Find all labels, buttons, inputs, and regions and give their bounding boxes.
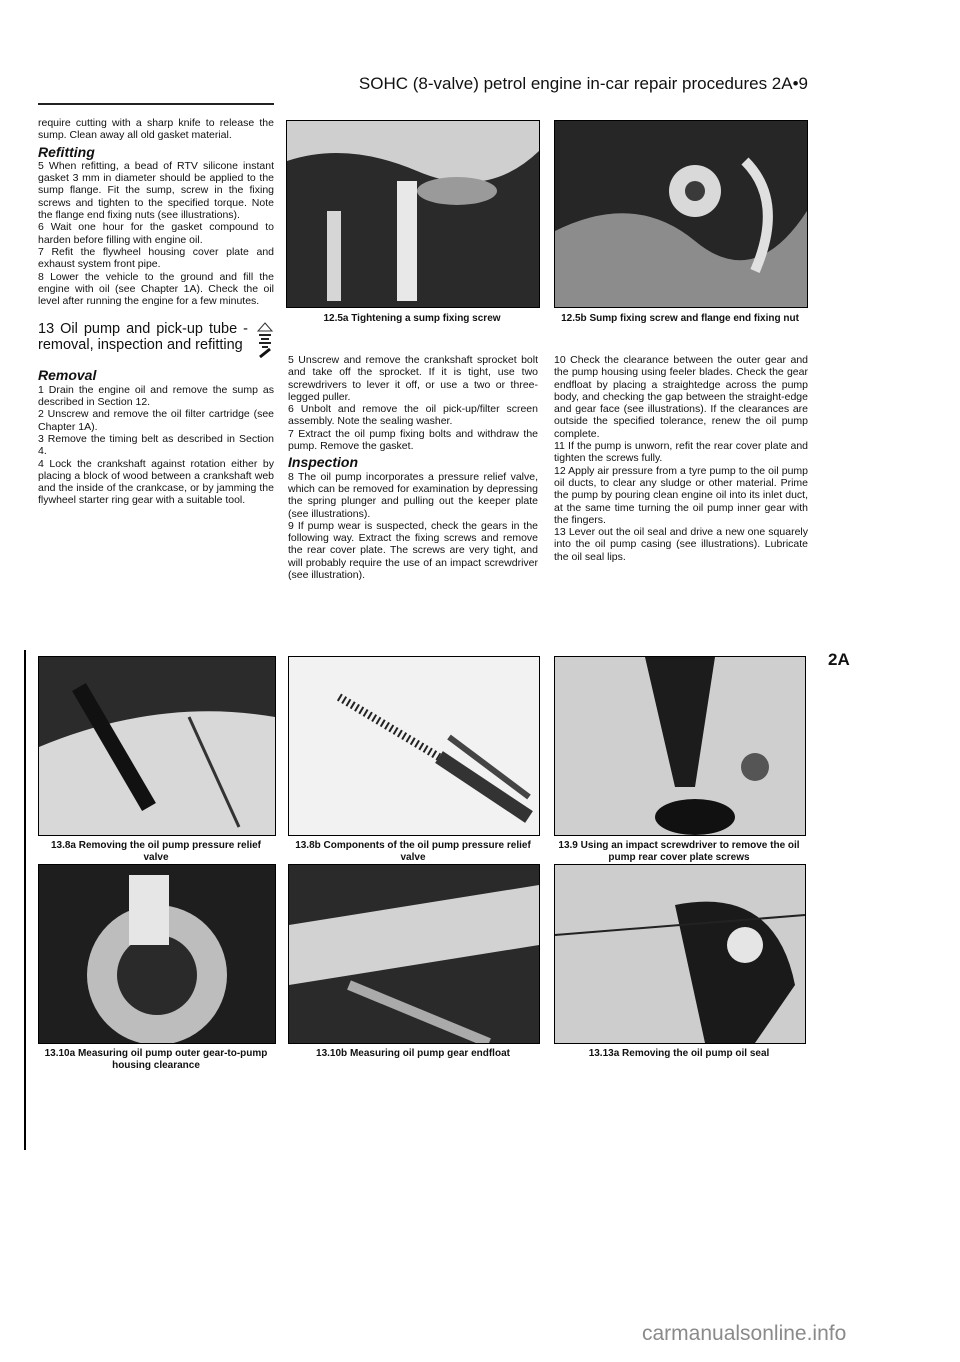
removal-1: 1 Drain the engine oil and remove the sump as described in Section 12. (38, 383, 274, 409)
photo-13-9 (554, 656, 806, 836)
photo-13-13a (554, 864, 806, 1044)
para-c3-11: 11 If the pump is unworn, refit the rear cover plate and tighten the screws fully. (554, 440, 808, 465)
caption-13-10a: 13.10a Measuring oil pump outer gear-to-pump housing clearance (44, 1048, 268, 1071)
para-c2-7: 7 Extract the oil pump fixing bolts and withdraw the pump. Remove the gasket. (288, 427, 538, 453)
para-c3-13: 13 Lever out the oil seal and drive a new one squarely into the oil pump casing (see illustrations). Lubricate the oil seal lips. (554, 526, 808, 563)
removal-4: 4 Lock the crankshaft against rotation either by placing a block of wood between a crankshaft web and the inside of the crankcase, or by jamming the flywheel starter ring gear with a suitable tool. (38, 457, 274, 507)
removal-2: 2 Unscrew and remove the oil filter cartridge (see Chapter 1A). (38, 408, 274, 433)
photo-13-10a (38, 864, 276, 1044)
caption-13-13a: 13.13a Removing the oil pump oil seal (588, 1048, 770, 1059)
header-rule (38, 103, 274, 105)
para-8: 8 Lower the vehicle to the ground and fill the engine with oil (see Chapter 1A). Check the oil level after running the engine for a few minutes. (38, 270, 274, 308)
page-header: SOHC (8-valve) petrol engine in-car repair procedures 2A•9 (358, 74, 808, 93)
para-c2-5: 5 Unscrew and remove the crankshaft sprocket bolt and take off the sprocket. If it is tight, use two screwdrivers to lever it off, or use a two or three-legged puller. (288, 354, 538, 403)
para-5: 5 When refitting, a bead of RTV silicone instant gasket 3 mm in diameter should be applied to the sump flange. Fit the sump, screw in the fixing screws and tighten to the specified torque. Note the flange end fixing nuts (see illustrations). (38, 159, 274, 222)
caption-13-10b: 13.10b Measuring oil pump gear endfloat (316, 1048, 510, 1059)
caption-12-5a: 12.5a Tightening a sump fixing screw (323, 313, 501, 324)
caption-13-8b: 13.8b Components of the oil pump pressure relief valve (295, 840, 531, 863)
watermark: carmanualsonline.info (642, 1322, 847, 1345)
para-6: 6 Wait one hour for the gasket compound to harden before filling with engine oil. (38, 221, 274, 246)
caption-13-8a: 13.8a Removing the oil pump pressure relief valve (50, 840, 262, 863)
photo-13-10b (288, 864, 540, 1044)
photo-13-8b (288, 656, 540, 836)
photo-12-5b (554, 120, 808, 308)
heading-inspection: Inspection (288, 454, 359, 471)
heading-refitting: Refitting (38, 143, 95, 160)
para-c3-12: 12 Apply air pressure from a tyre pump to the oil pump oil ducts, to clear any sludge or other material. Prime the pump by pouring clean engine oil into its inlet duct, at the same time turning the oil pump inner gear with the fingers. (554, 464, 808, 526)
caption-12-5b: 12.5b Sump fixing screw and flange end fixing nut (561, 313, 799, 324)
difficulty-icon (256, 321, 274, 359)
column-2 (288, 354, 538, 581)
section-title: 13 Oil pump and pick-up tube - removal, inspection and refitting (38, 321, 248, 354)
heading-removal: Removal (38, 367, 97, 384)
para-c2-9: 9 If pump wear is suspected, check the gears in the following way. Extract the fixing screws and remove the rear cover plate. The screws are very tight, and will probably require the use of an impact screwdriver (see illustration). (288, 519, 538, 582)
photo-13-8a (38, 656, 276, 836)
para-c3-10: 10 Check the clearance between the outer gear and the pump housing using feeler blades. Check the gear endfloat by placing a straightedge across the pump body, and checking the gap between the straight-edge and gear face (see illustrations). If the clearances are outside the specified tolerance, renew the oil pump complete. (554, 354, 808, 440)
para-c2-8: 8 The oil pump incorporates a pressure relief valve, which can be removed for examination by depressing the spring plunger and pulling out the keeper plate (see illustrations). (288, 470, 538, 520)
column-3 (554, 354, 808, 563)
removal-3: 3 Remove the timing belt as described in Section 4. (38, 432, 274, 458)
para-7: 7 Refit the flywheel housing cover plate and exhaust system front pipe. (38, 245, 274, 271)
margin-line (24, 650, 26, 1150)
para-c2-6: 6 Unbolt and remove the oil pick-up/filter screen assembly. Note the sealing washer. (288, 403, 538, 428)
section-13-heading (38, 321, 274, 359)
column-1 (38, 117, 274, 507)
caption-13-9: 13.9 Using an impact screwdriver to remove the oil pump rear cover plate screws (558, 840, 800, 863)
para-intro: require cutting with a sharp knife to release the sump. Clean away all old gasket material. (38, 117, 274, 142)
section-tab: 2A (828, 650, 850, 669)
photo-12-5a (286, 120, 540, 308)
